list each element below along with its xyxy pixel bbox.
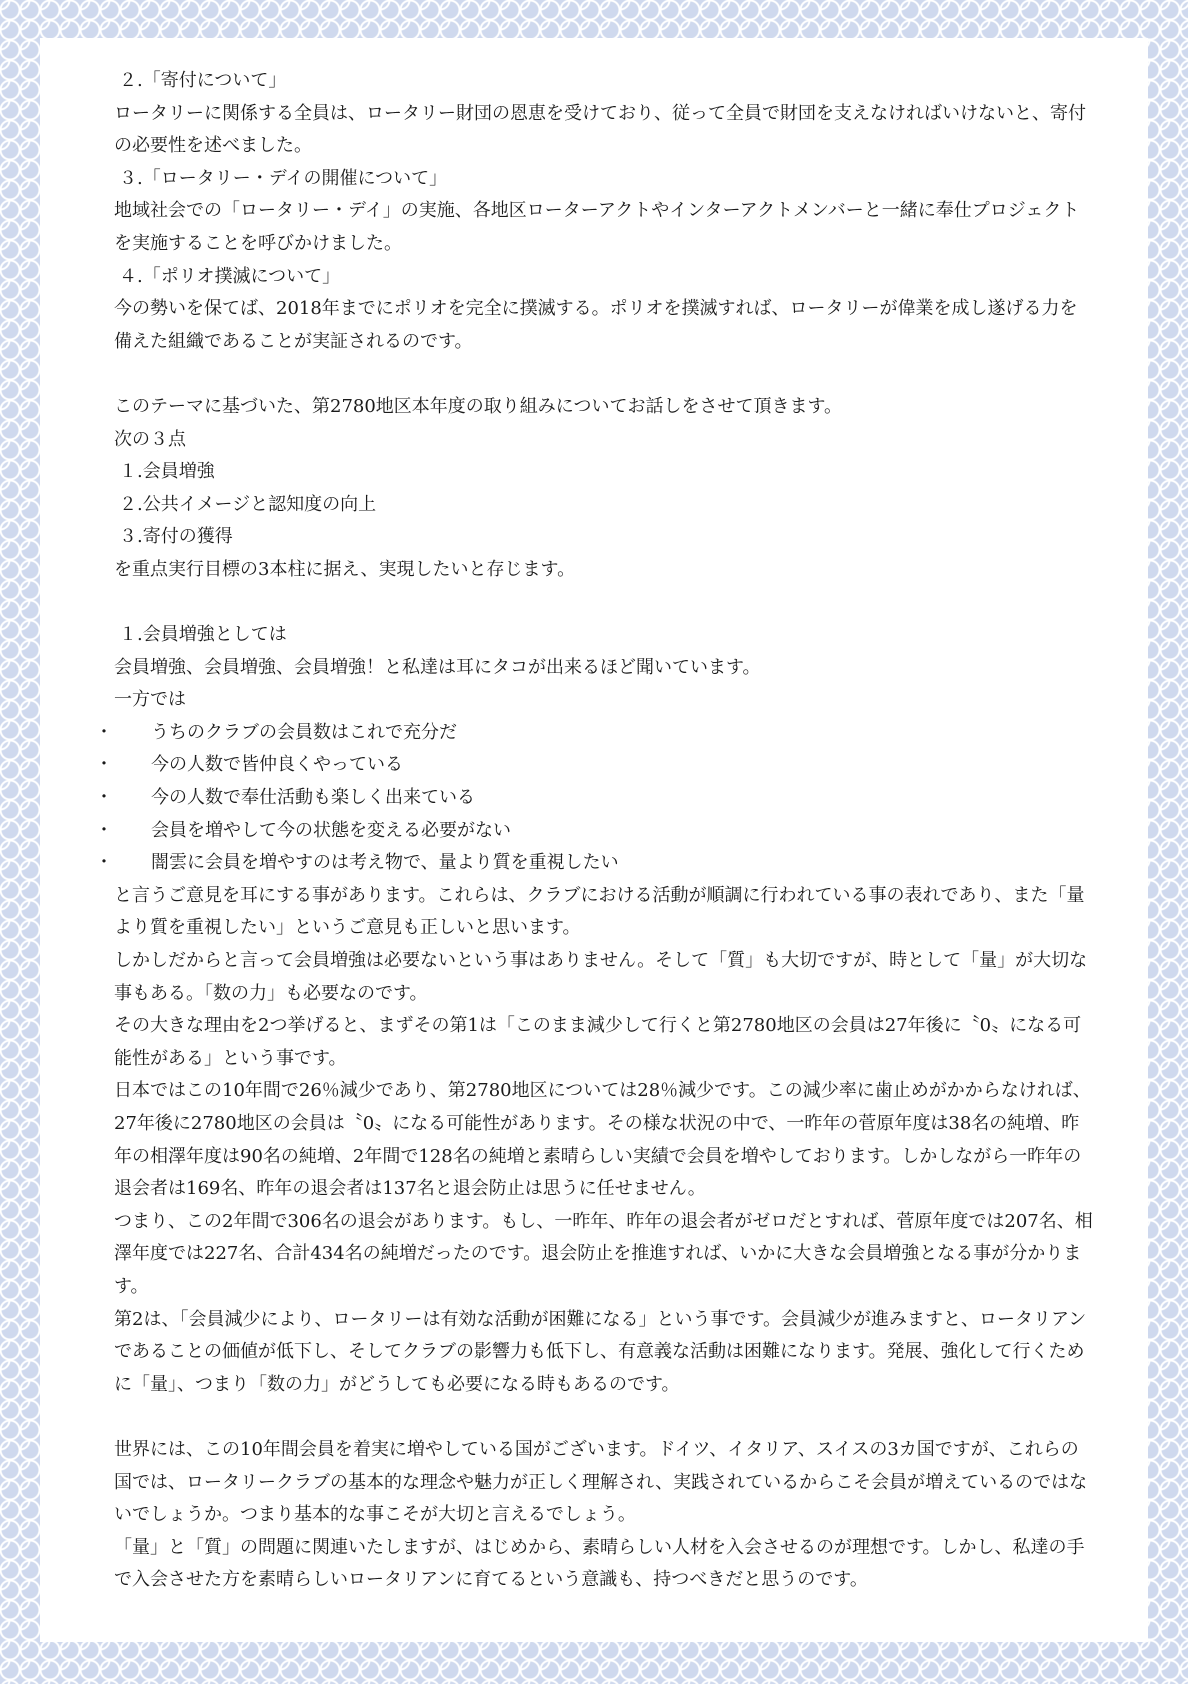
paragraph-three-points: 次の３点 [114,428,186,450]
goal-item-2: ２.公共イメージと認知度の向上 [119,493,377,515]
bullet-text: 今の人数で皆仲良くやっている [151,754,403,776]
bullet-text: 会員を増やして今の状態を変える必要がない [151,819,511,841]
bullet-marker: ・ [95,754,113,776]
section-heading-donation: ２.「寄付について」 [119,70,287,91]
paragraph-theme-intro: このテーマに基づいた、第2780地区本年度の取り組みについてお話しをさせて頂きます。 [114,395,843,417]
paragraph-opinions-summary: と言うご意見を耳にする事があります。これらは、クラブにおける活動が順調に行われている事の表れであり、また「量より質を重視したい」というご意見も正しいと思います。 [114,884,1085,939]
paragraph-pillars: を重点実行目標の3本柱に据え、実現したいと存じます。 [114,558,576,580]
goal-item-3: ３.寄付の獲得 [119,526,233,548]
section-heading-rotary-day: ３.「ロータリー・デイの開催について」 [119,167,448,189]
bullet-item [93,782,1093,815]
paragraph-reason-2: 第2は、「会員減少により、ロータリーは有効な活動が困難になる」という事です。会員減少が進みますと、ロータリアンであることの価値が低下し、そしてクラブの影響力も低下し、有意義な活動は困難になります。発展、強化して行くために「量」、つまり「数の力」がどうしても必要になる時もあるのです。 [114,1308,1087,1395]
paragraph-membership-repeat: 会員増強、会員増強、会員増強！と私達は耳にタコが出来るほど聞いています。 [114,656,761,678]
bullet-marker: ・ [95,721,113,743]
paragraph-polio: 今の勢いを保てば、2018年までにポリオを完全に撲滅する。ポリオを撲滅すれば、ロータリーが偉業を成し遂げる力を備えた組織であることが実証されるのです。 [114,298,1078,352]
paragraph-on-the-other-hand: 一方では [114,689,186,711]
section-heading-polio: ４.「ポリオ撲滅について」 [119,265,341,287]
paragraph-quality-quantity: 「量」と「質」の問題に関連いたしますが、はじめから、素晴らしい人材を入会させるのが理想です。しかし、私達の手で入会させた方を素晴らしいロータリアンに育てるという意識も、持つべきだと思うのです。 [114,1536,1085,1591]
bullet-item [93,847,1093,880]
bullet-text: 今の人数で奉仕活動も楽しく出来ている [151,787,475,809]
paragraph-reason-1: その大きな理由を2つ挙げると、まずその第1は「このまま減少して行くと第2780地区の会員は27年後に〝0〟になる可能性がある」という事です。 [114,1015,1082,1069]
goal-item-1: １.会員増強 [119,461,215,483]
membership-heading: １.会員増強としては [119,624,287,646]
spacer [93,358,1093,391]
bullet-marker: ・ [95,787,113,809]
page [40,38,1148,1642]
spacer [93,587,1093,620]
bullet-marker: ・ [95,852,113,874]
bullet-marker: ・ [95,819,113,841]
bullet-text: うちのクラブの会員数はこれで充分だ [151,721,457,743]
paragraph-rotary-day: 地域社会での「ロータリー・デイ」の実施、各地区ローターアクトやインターアクトメンバーと一緒に奉仕プロジェクトを実施することを呼びかけました。 [114,200,1080,254]
paragraph-decline-stats: 日本ではこの10年間で26％減少であり、第2780地区については28％減少です。この減少率に歯止めがかからなければ、27年後に2780地区の会員は〝0〟になる可能性があります。その様な状況の中で、一昨年の菅原年度は38名の純増、昨年の相澤年度は90名の純増、2年間で128名の純増と素晴らしい実績で会員を増やしております。しかしながら一昨年の退会者は169名、昨年の退会者は137名と退会防止は思うに任せません。 [114,1080,1091,1200]
bullet-text: 闇雲に会員を増やすのは考え物で、量より質を重視したい [151,852,619,874]
paragraph-quantity-matters: しかしだからと言って会員増強は必要ないという事はありません。そして「質」も大切ですが、時として「量」が大切な事もある。「数の力」も必要なのです。 [114,950,1088,1004]
paragraph-withdrawal-stats: つまり、この2年間で306名の退会があります。もし、一昨年、昨年の退会者がゼロだとすれば、菅原年度では207名、相澤年度では227名、合計434名の純増だったのです。退会防止を推進すれば、いかに大きな会員増強となる事が分かります。 [114,1210,1093,1297]
paragraph-donation: ロータリーに関係する全員は、ロータリー財団の恩恵を受けており、従って全員で財団を支えなければいけないと、寄付の必要性を述べました。 [114,102,1086,157]
bullet-item [93,815,1093,848]
spacer [93,1401,1093,1434]
document-body [93,65,1093,1597]
paragraph-world-growth: 世界には、この10年間会員を着実に増やしている国がございます。ドイツ、イタリア、スイスの3カ国ですが、これらの国では、ロータリークラブの基本的な理念や魅力が正しく理解され、実践されているからこそ会員が増えているのではないでしょうか。つまり基本的な事こそが大切と言えるでしょう。 [114,1438,1088,1526]
bullet-item [93,717,1093,750]
bullet-item [93,749,1093,782]
